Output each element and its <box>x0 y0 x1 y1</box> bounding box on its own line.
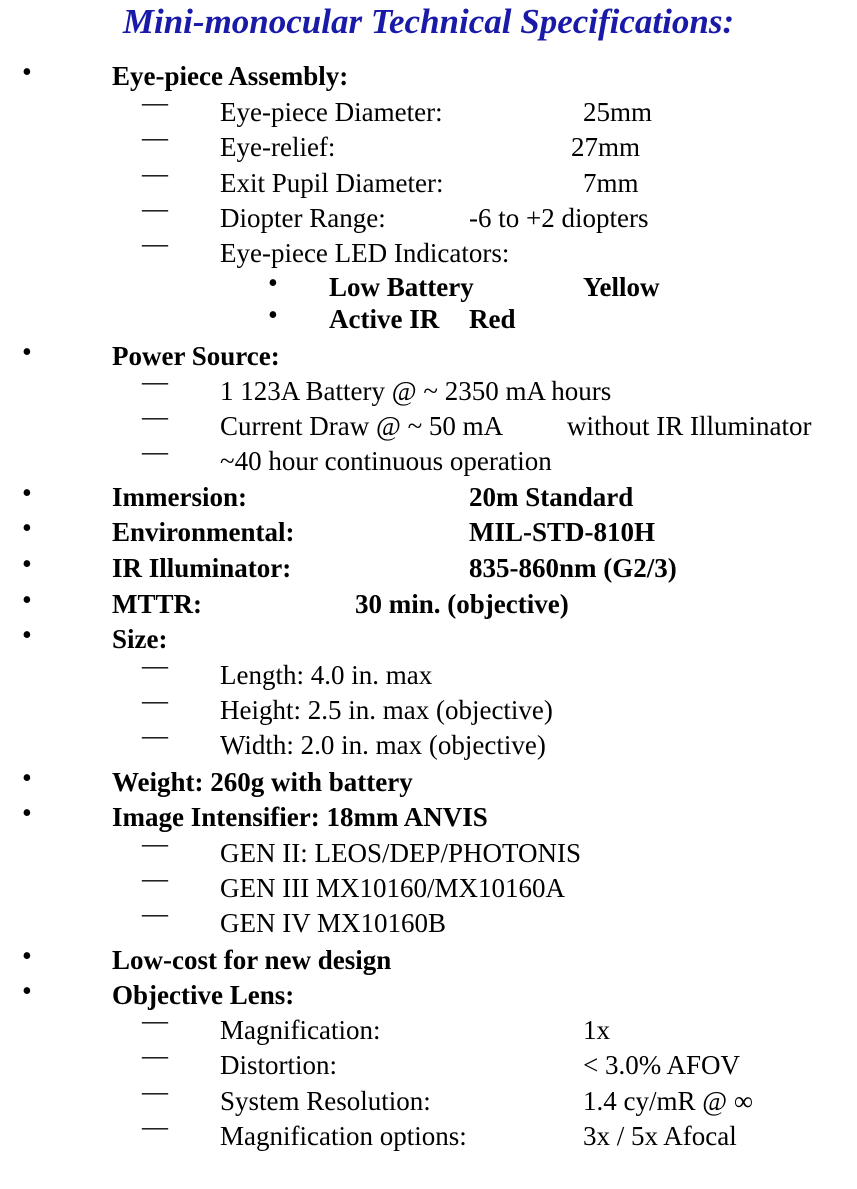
dash: — <box>142 1041 168 1070</box>
exit-pupil-value: 7mm <box>583 168 639 198</box>
dash: — <box>142 829 168 858</box>
environmental-value: MIL-STD-810H <box>469 517 656 547</box>
ir-illuminator-label: IR Illuminator: <box>112 553 292 583</box>
immersion-value: 20m Standard <box>469 482 634 512</box>
bullet: • <box>22 585 32 616</box>
bullet: • <box>22 478 32 509</box>
eyepiece-diameter-value: 25mm <box>583 97 653 127</box>
eyepiece-diameter-label: Eye-piece Diameter: <box>220 97 443 127</box>
gen2-text: GEN II: LEOS/DEP/PHOTONIS <box>220 838 582 868</box>
dash: — <box>142 159 168 188</box>
magnification-label: Magnification: <box>220 1015 381 1045</box>
power-source-label: Power Source: <box>112 341 280 371</box>
system-resolution-value: 1.4 cy/mR @ ∞ <box>583 1086 754 1116</box>
size-label: Size: <box>112 624 168 654</box>
dash: — <box>142 1006 168 1035</box>
dash: — <box>142 123 168 152</box>
size-width-text: Width: 2.0 in. max (objective) <box>220 730 546 760</box>
eyepiece-assembly-label: Eye-piece Assembly: <box>112 61 349 91</box>
led-active-ir-label: Active IR <box>329 304 440 334</box>
bullet: • <box>22 513 32 544</box>
environmental-label: Environmental: <box>112 517 295 547</box>
bullet: • <box>22 337 32 368</box>
weight-text: Weight: 260g with battery <box>112 767 413 797</box>
dash: — <box>142 899 168 928</box>
distortion-label: Distortion: <box>220 1050 338 1080</box>
bullet: • <box>22 549 32 580</box>
bullet: • <box>268 300 278 331</box>
low-cost-text: Low-cost for new design <box>112 945 392 975</box>
system-resolution-label: System Resolution: <box>220 1086 431 1116</box>
dash: — <box>142 88 168 117</box>
battery-text: 1 123A Battery @ ~ 2350 mA hours <box>220 376 612 406</box>
bullet: • <box>22 763 32 794</box>
bullet: • <box>22 57 32 88</box>
led-indicators-label: Eye-piece LED Indicators: <box>220 238 510 268</box>
led-low-battery-value: Yellow <box>583 272 660 302</box>
mttr-value: 30 min. (objective) <box>355 589 569 619</box>
magnification-options-value: 3x / 5x Afocal <box>583 1121 737 1151</box>
current-draw-note: without IR Illuminator <box>567 411 812 441</box>
bullet: • <box>22 620 32 651</box>
led-low-battery-label: Low Battery <box>329 272 474 302</box>
objective-lens-label: Objective Lens: <box>112 980 295 1010</box>
bullet: • <box>22 941 32 972</box>
dash: — <box>142 229 168 258</box>
dash: — <box>142 194 168 223</box>
distortion-value: < 3.0% AFOV <box>583 1050 740 1080</box>
dash: — <box>142 1077 168 1106</box>
gen3-text: GEN III MX10160/MX10160A <box>220 873 565 903</box>
dash: — <box>142 1112 168 1141</box>
dash: — <box>142 651 168 680</box>
eye-relief-label: Eye-relief: <box>220 132 336 162</box>
dash: — <box>142 686 168 715</box>
current-draw-text: Current Draw @ ~ 50 mA <box>220 411 504 441</box>
magnification-options-label: Magnification options: <box>220 1121 467 1151</box>
mttr-label: MTTR: <box>112 589 202 619</box>
bullet: • <box>22 798 32 829</box>
dash: — <box>142 721 168 750</box>
dash: — <box>142 864 168 893</box>
diopter-range-label: Diopter Range: <box>220 203 386 233</box>
size-height-text: Height: 2.5 in. max (objective) <box>220 695 553 725</box>
ir-illuminator-value: 835-860nm (G2/3) <box>469 553 677 583</box>
bullet: • <box>268 268 278 299</box>
bullet: • <box>22 976 32 1007</box>
dash: — <box>142 402 168 431</box>
exit-pupil-label: Exit Pupil Diameter: <box>220 168 444 198</box>
image-intensifier-text: Image Intensifier: 18mm ANVIS <box>112 802 488 832</box>
led-active-ir-value: Red <box>469 304 516 334</box>
magnification-value: 1x <box>583 1015 610 1045</box>
eye-relief-value: 27mm <box>571 132 641 162</box>
page-title: Mini-monocular Technical Specifications: <box>122 2 735 41</box>
operation-text: ~40 hour continuous operation <box>220 446 552 476</box>
dash: — <box>142 437 168 466</box>
diopter-range-value: -6 to +2 diopters <box>469 203 649 233</box>
gen4-text: GEN IV MX10160B <box>220 908 447 938</box>
size-length-text: Length: 4.0 in. max <box>220 660 433 690</box>
immersion-label: Immersion: <box>112 482 247 512</box>
dash: — <box>142 367 168 396</box>
